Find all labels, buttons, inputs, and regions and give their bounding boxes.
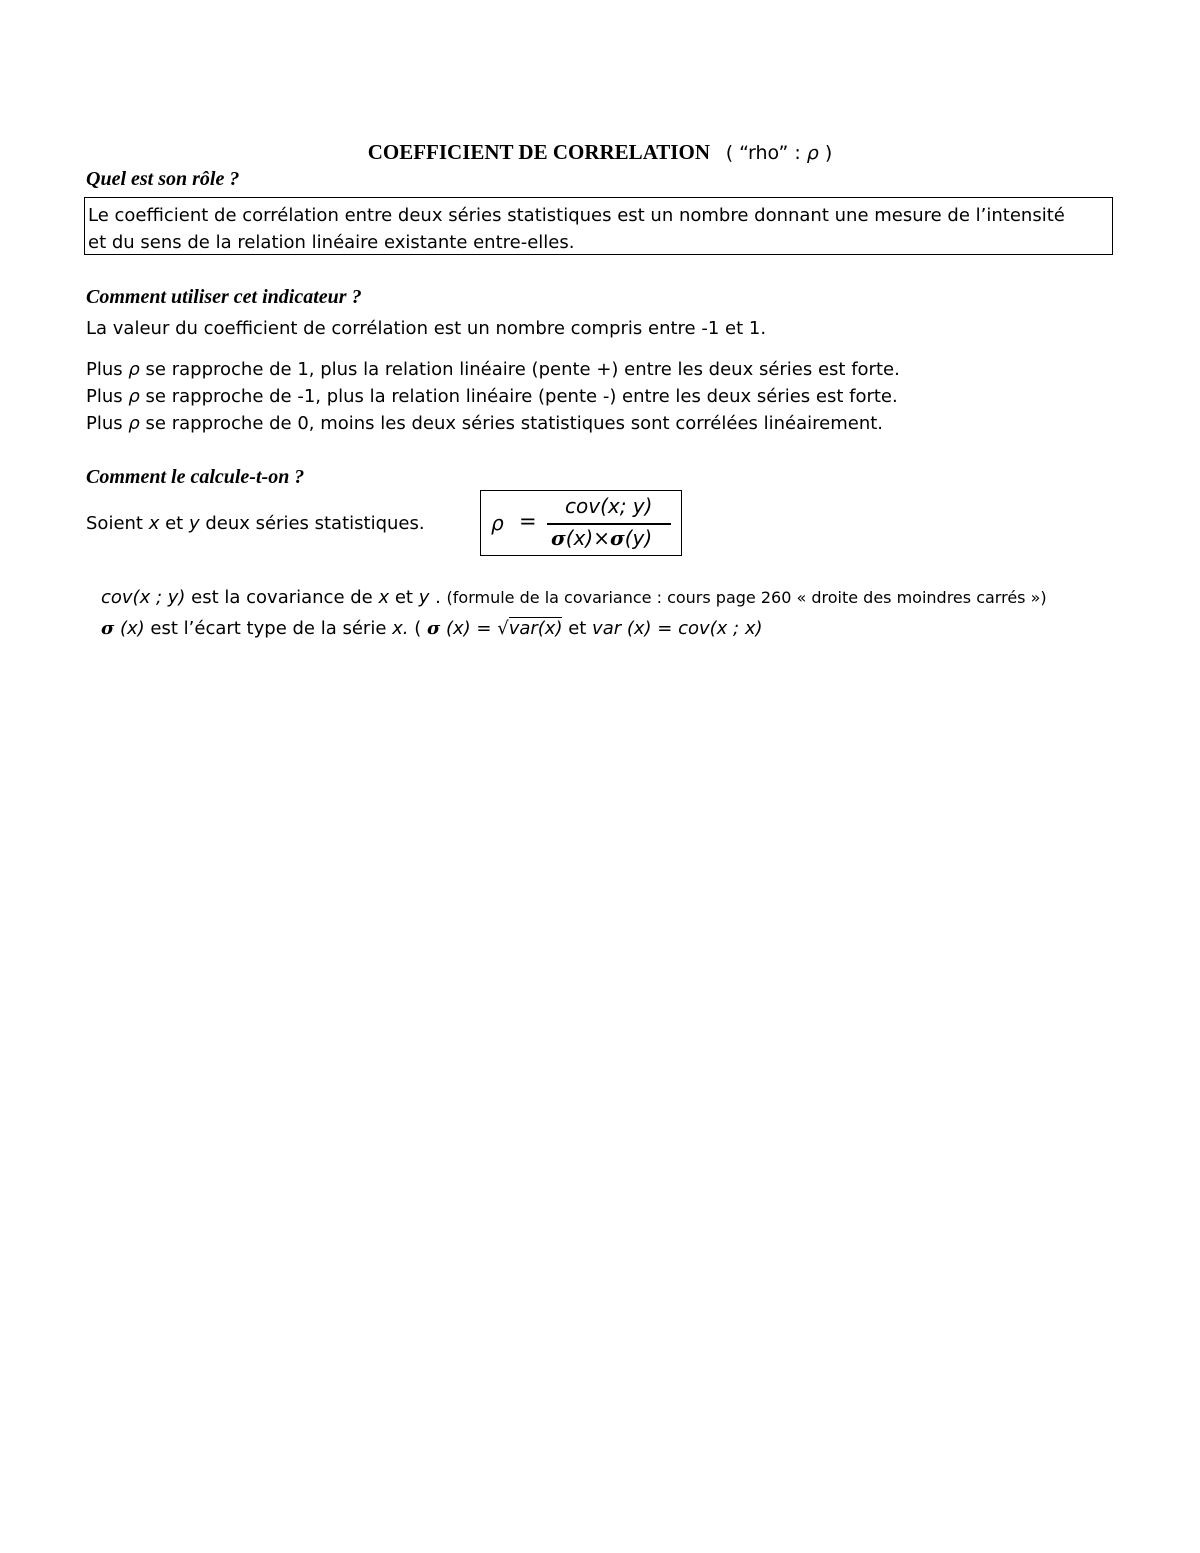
heading-role: Quel est son rôle ? <box>86 168 240 190</box>
formula-box <box>480 490 682 556</box>
title-main: COEFFICIENT DE CORRELATION <box>367 140 710 164</box>
rho-symbol: ρ <box>128 359 140 380</box>
rho-symbol: ρ <box>128 386 140 407</box>
definition-line-2: et du sens de la relation linéaire existante entre-elles. <box>88 232 575 253</box>
formula-denominator: σ(x)×σ(y) <box>551 526 653 550</box>
usage-line-2: Plus ρ se rapproche de -1, plus la relation linéaire (pente -) entre les deux séries est forte. <box>86 386 898 407</box>
formula-numerator: cov(x; y) <box>565 494 653 518</box>
covariance-note: (formule de la covariance : cours page 260 « droite des moindres carrés ») <box>446 588 1047 607</box>
rho-symbol: ρ <box>128 413 140 434</box>
definition-line-1: Le coefficient de corrélation entre deux séries statistiques est un nombre donnant une mesure de l’intensité <box>88 205 1065 226</box>
heading-usage: Comment utiliser cet indicateur ? <box>86 286 362 308</box>
var-x: x <box>148 513 160 534</box>
heading-calculation: Comment le calcule-t-on ? <box>86 466 305 488</box>
sigma-symbol: σ <box>551 526 566 550</box>
sigma-symbol: σ <box>426 618 441 639</box>
title-paren: ( “rho” : ρ ) <box>725 142 833 164</box>
usage-line-3: Plus ρ se rapproche de 0, moins les deux séries statistiques sont corrélées linéairement. <box>86 413 884 434</box>
covariance-line: cov(x ; y) est la covariance de x et y . (formule de la covariance : cours page 260 « droite des moindres carrés ») <box>101 587 1047 608</box>
sigma-symbol: σ <box>609 526 625 550</box>
sigma-symbol: σ <box>101 618 115 639</box>
rho-symbol: ρ <box>806 142 819 164</box>
fraction-bar <box>547 523 671 525</box>
var-expr: var(x) <box>508 618 563 639</box>
var-y: y <box>188 513 200 534</box>
sigma-line: σ (x) est l’écart type de la série x. ( σ (x) = √var(x) et var (x) = cov(x ; x) <box>101 618 763 639</box>
cov-expr: cov(x ; y) <box>101 587 186 608</box>
formula-equals: = <box>519 509 537 533</box>
usage-line-1: Plus ρ se rapproche de 1, plus la relation linéaire (pente +) entre les deux séries est forte. <box>86 359 900 380</box>
formula-rho: ρ <box>491 511 504 535</box>
usage-intro: La valeur du coefficient de corrélation est un nombre compris entre -1 et 1. <box>86 318 767 339</box>
sqrt-symbol: √ <box>497 618 509 639</box>
page-title <box>0 140 1200 165</box>
definition-box <box>84 197 1113 255</box>
soient-line: Soient x et y deux séries statistiques. <box>86 513 425 534</box>
cov-xx-expr: cov(x ; x) <box>678 618 763 639</box>
